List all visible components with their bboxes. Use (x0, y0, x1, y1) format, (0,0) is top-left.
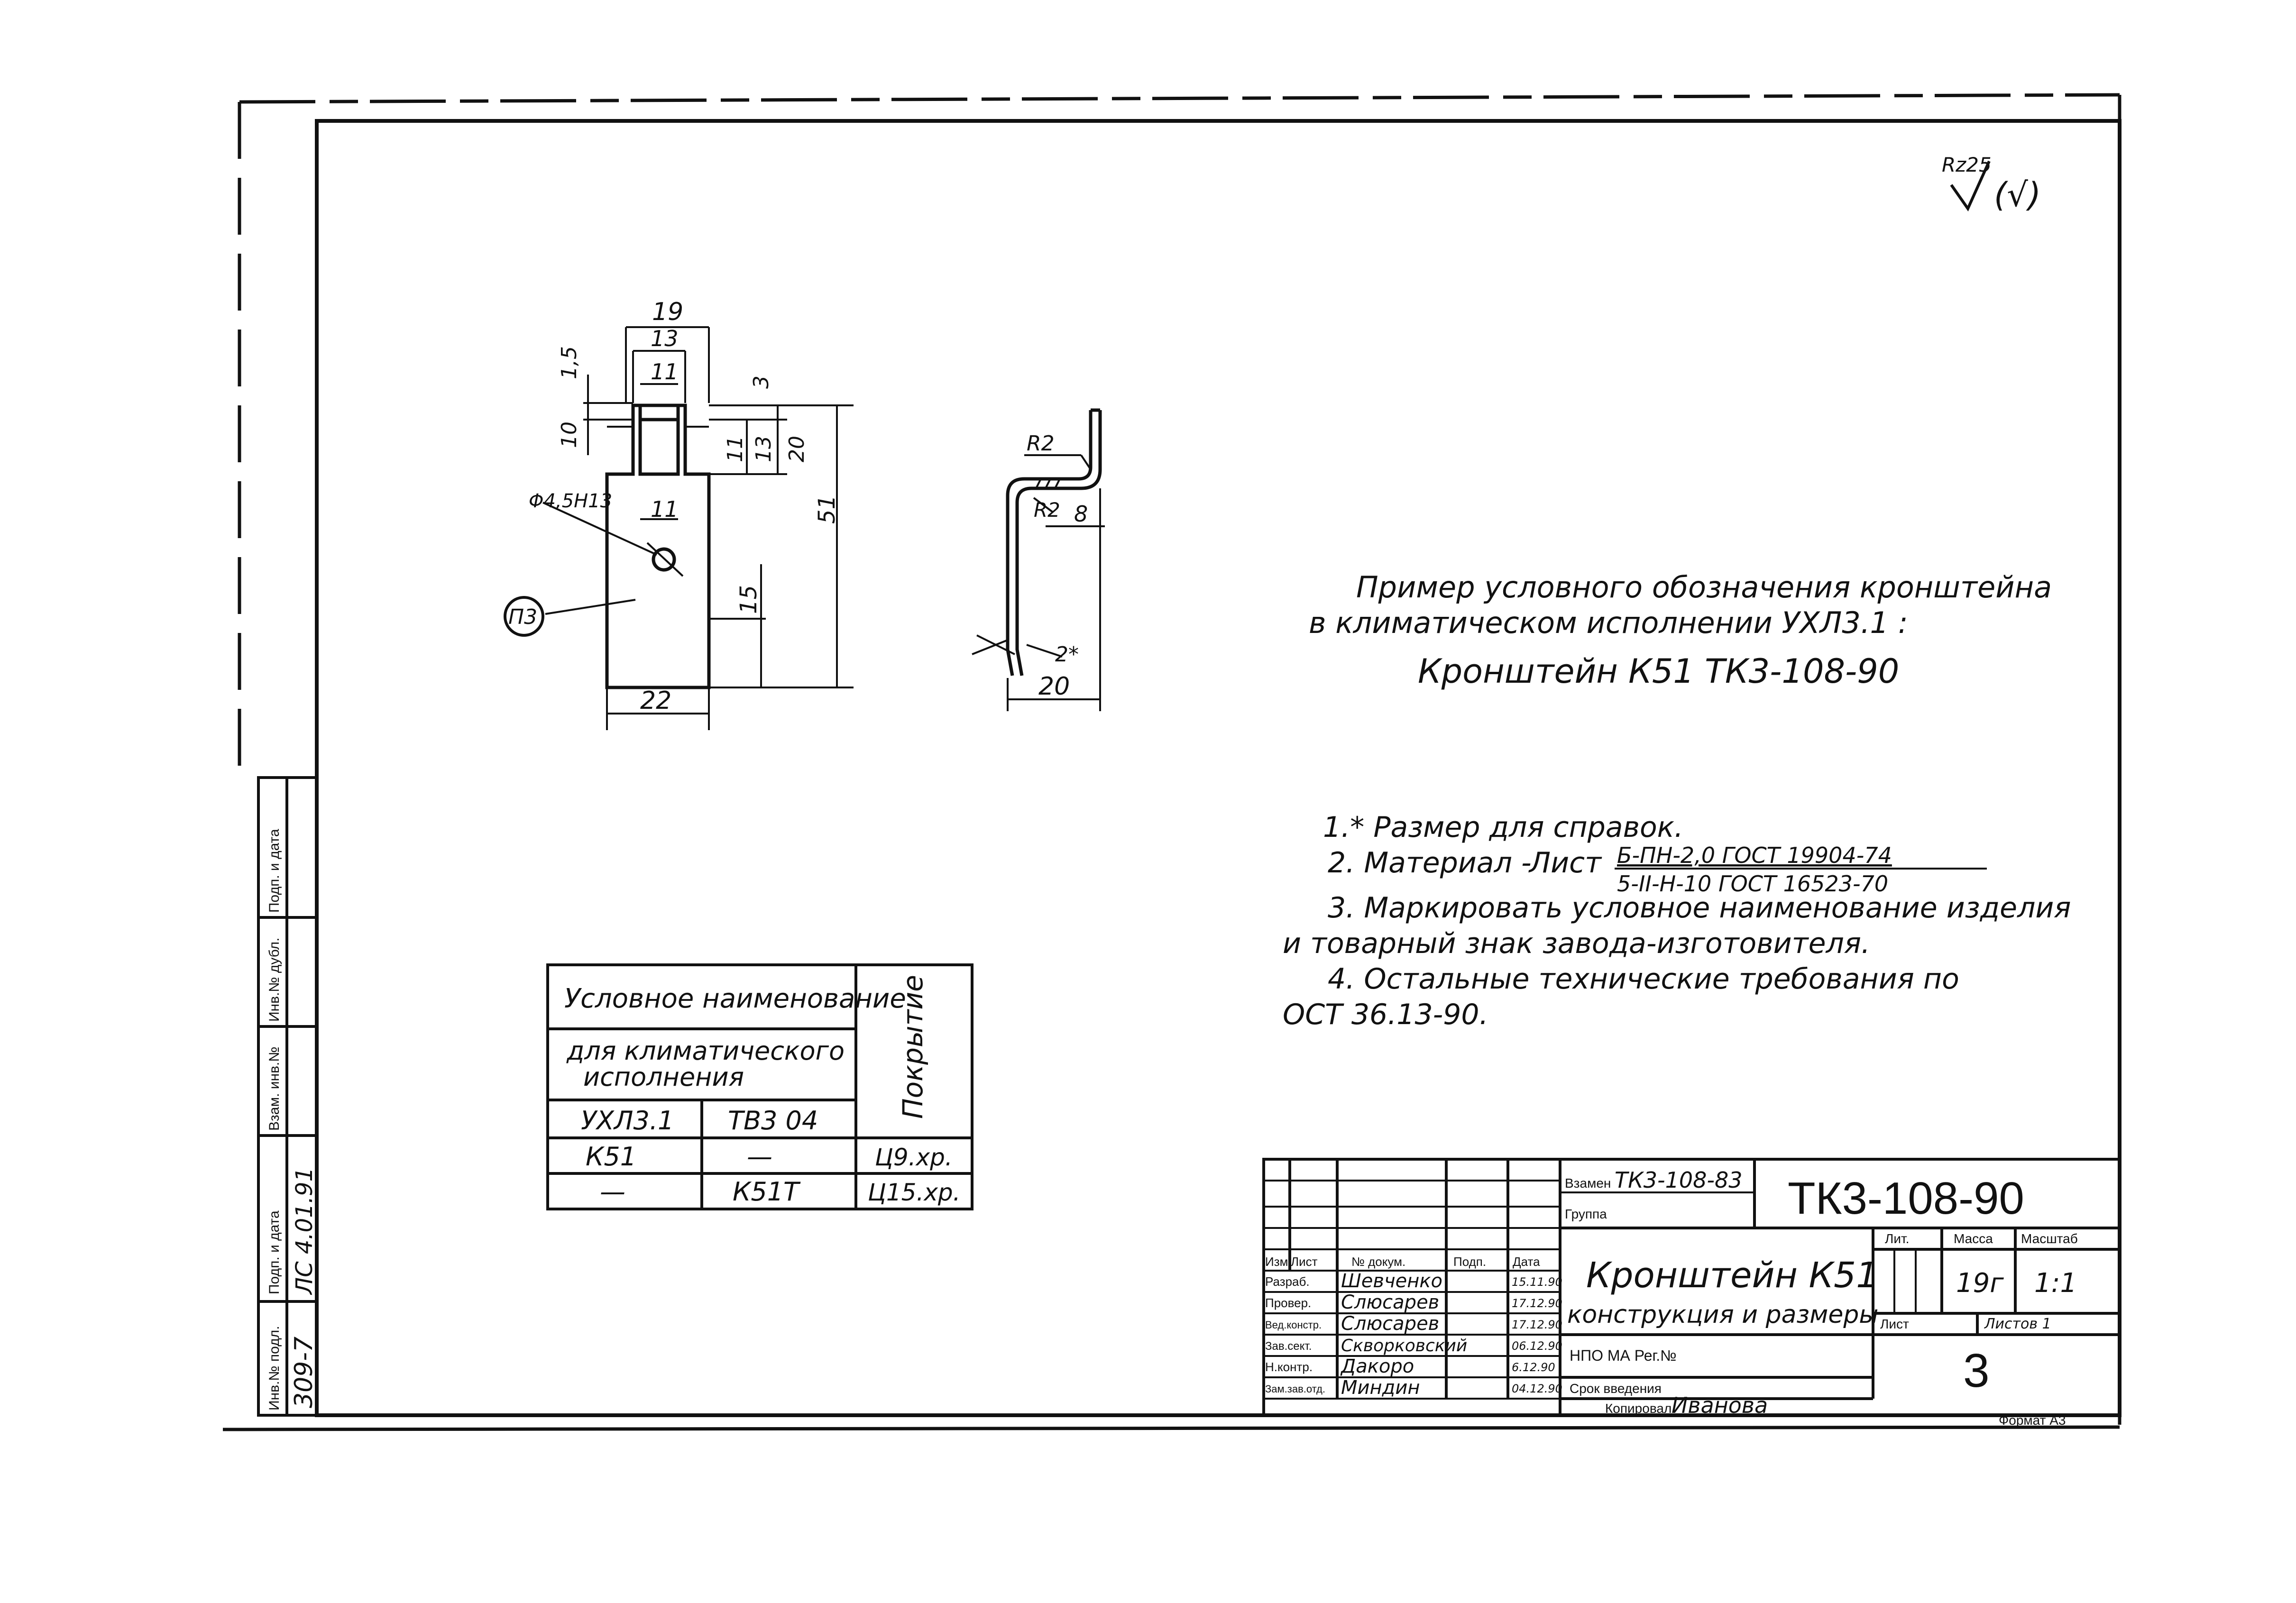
roughness-paren: (√) (1994, 175, 2041, 214)
tb-role: Вед.констр. (1265, 1319, 1322, 1331)
spec-header-climate-2: исполнения (583, 1062, 744, 1092)
side-stamp (258, 778, 318, 1415)
example-line-3: Кронштейн К51 ТК3-108-90 (1418, 652, 1900, 691)
tb-hdr-izm: Изм (1265, 1255, 1288, 1269)
tb-designation: ТК3-108-90 (1788, 1173, 2024, 1224)
tb-hdr-podp: Подп. (1453, 1255, 1487, 1269)
stamp-inv-value: 309-7 (290, 1336, 318, 1408)
stamp-inv-dubl: Инв.№ дубл. (266, 937, 282, 1022)
tb-vzamen-label: Взамен (1565, 1176, 1611, 1191)
spec-col-uhl: УХЛ3.1 (581, 1106, 674, 1136)
tb-masshtab-label: Масштаб (2021, 1231, 2078, 1246)
tb-massa-value: 19г (1956, 1268, 2004, 1299)
front-view (607, 405, 709, 687)
tb-hdr-data: Дата (1513, 1255, 1540, 1269)
tb-name: Миндин (1341, 1377, 1420, 1399)
front-view-dimensions (543, 327, 854, 730)
tb-name: Скворковский (1341, 1336, 1468, 1356)
spec-row2-c1: — (600, 1177, 625, 1207)
dim-r2-bottom: R2 (1034, 498, 1060, 522)
dim-22: 22 (640, 687, 672, 715)
tb-date: 15.11.90 (1512, 1275, 1562, 1289)
tb-hdr-dokum: № докум. (1351, 1255, 1406, 1269)
dim-11-mid: 11 (651, 496, 679, 522)
example-line-2: в климатическом исполнении УХЛ3.1 : (1309, 605, 1908, 640)
dim-8: 8 (1074, 501, 1088, 527)
example-line-1: Пример условного обозначения кронштейна (1356, 570, 2052, 605)
spec-header-name: Условное наименование (564, 983, 906, 1014)
tb-masshtab-value: 1:1 (2034, 1268, 2077, 1299)
note-2-prefix: 2. Материал - (1328, 846, 1532, 879)
dim-51: 51 (814, 495, 840, 524)
example-designation (1309, 570, 2052, 691)
spec-row1-c2: — (747, 1142, 772, 1172)
dim-r2-top: R2 (1027, 431, 1055, 456)
stamp-podp-data: Подп. и дата (266, 1210, 282, 1294)
tb-kopiroval-value: Иванова (1671, 1392, 1768, 1418)
dim-11-top: 11 (651, 359, 679, 385)
tb-org: НПО МА Рег.№ (1570, 1347, 1677, 1364)
tb-gruppa-label: Группа (1565, 1207, 1607, 1221)
dim-11-side: 11 (723, 436, 747, 462)
tb-listov-label: Листов 1 (1984, 1316, 2051, 1332)
tb-list-label: Лист (1880, 1317, 1909, 1331)
spec-table (548, 965, 972, 1209)
dim-19: 19 (652, 298, 684, 326)
tb-name: Дакоро (1341, 1356, 1414, 1377)
tb-name: Слюсарев (1341, 1313, 1440, 1335)
tb-hdr-list: Лист (1291, 1255, 1318, 1269)
stamp-sign-value: ЛС 4.01.91 (291, 1167, 318, 1294)
tb-role: Разраб. (1265, 1274, 1310, 1289)
spec-row2-c2: К51Т (733, 1177, 799, 1207)
tb-date: 06.12.90 (1512, 1339, 1562, 1353)
dim-hole: Φ4,5Н13 (529, 490, 613, 512)
side-view-labels (1027, 431, 1088, 701)
spec-col-tv: ТВ3 04 (728, 1106, 818, 1136)
tb-date: 17.12.90 (1512, 1297, 1562, 1310)
tb-date: 6.12.90 (1512, 1361, 1555, 1374)
note-4-line-1: 4. Остальные технические требования по (1328, 962, 1959, 996)
note-2-list: Лист (1529, 846, 1602, 879)
tb-srok: Срок введения (1570, 1381, 1662, 1396)
dim-1-5: 1,5 (557, 346, 581, 379)
dim-3: 3 (749, 376, 773, 389)
dim-15: 15 (735, 585, 762, 614)
tb-role: Зам.зав.отд. (1265, 1383, 1325, 1395)
dim-13-side: 13 (752, 436, 776, 462)
tb-date: 17.12.90 (1512, 1318, 1562, 1331)
note-3-line-1: 3. Маркировать условное наименование изделия (1328, 891, 2071, 925)
dim-13: 13 (651, 326, 679, 351)
note-2-material-grade: Б-ПН-2,0 ГОСТ 19904-74 (1617, 843, 1892, 868)
technical-notes (1283, 811, 2071, 1031)
note-4-line-2: ОСТ 36.13-90. (1283, 998, 1488, 1031)
roughness-grade: Rz25 (1942, 153, 1992, 176)
note-3-line-2: и товарный знак завода-изготовителя. (1283, 927, 1870, 960)
tb-date: 04.12.90 (1512, 1382, 1562, 1395)
dim-20-bottom: 20 (1038, 672, 1070, 701)
stamp-podp-data-2: Подп. и дата (266, 829, 282, 913)
spec-row2-c3: Ц15.хр. (868, 1179, 961, 1206)
spec-header-coating: Покрытие (897, 975, 929, 1119)
note-2-material-sheet: 5-II-Н-10 ГОСТ 16523-70 (1617, 871, 1889, 897)
spec-row1-c1: К51 (586, 1142, 637, 1172)
tb-title-line-2: конструкция и размеры (1567, 1301, 1879, 1329)
tb-title-line-1: Кронштейн К51 (1586, 1255, 1879, 1296)
stamp-vzam-inv: Взам. инв.№ (266, 1046, 282, 1131)
tb-vzamen-value: ТК3-108-83 (1615, 1167, 1743, 1193)
dim-angle: 2* (1055, 642, 1079, 667)
tb-massa-label: Масса (1954, 1231, 1993, 1246)
stamp-inv-podl: Инв.№ подл. (266, 1326, 282, 1411)
tb-kopiroval-label: Копировал (1605, 1401, 1672, 1416)
tb-role: Зав.сект. (1265, 1340, 1312, 1353)
spec-header-climate-1: для климатического (567, 1036, 845, 1066)
title-block (1264, 1159, 2120, 1428)
tb-role: Провер. (1265, 1296, 1312, 1310)
roughness-symbol (1942, 153, 2041, 214)
tb-lit-label: Лит. (1885, 1231, 1910, 1246)
tb-sheet-number: 3 (1963, 1344, 1990, 1397)
marking-label: П3 (508, 605, 538, 629)
tb-role: Н.контр. (1265, 1360, 1313, 1374)
note-1: 1.* Размер для справок. (1323, 811, 1683, 844)
dim-20-side: 20 (785, 436, 809, 462)
front-view-labels (508, 298, 840, 715)
tb-name: Шевченко (1341, 1270, 1442, 1292)
spec-row1-c3: Ц9.хр. (875, 1144, 953, 1171)
tb-format: Формат А3 (1999, 1413, 2066, 1428)
dim-10: 10 (557, 421, 581, 448)
tb-name: Слюсарев (1341, 1292, 1440, 1313)
